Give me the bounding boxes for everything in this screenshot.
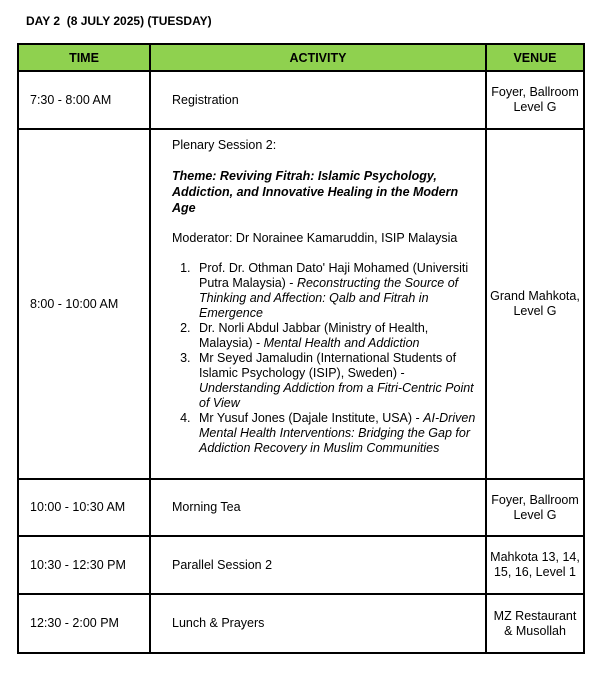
speaker-topic: Understanding Addiction from a Fitri-Centric Point of View xyxy=(199,381,474,410)
schedule-table xyxy=(17,43,585,654)
activity-cell: Parallel Session 2 xyxy=(150,536,486,594)
time-cell: 10:00 - 10:30 AM xyxy=(18,479,150,536)
header-row xyxy=(18,44,584,71)
venue-cell: Grand Mahkota, Level G xyxy=(486,129,584,479)
time-header: TIME xyxy=(18,44,150,71)
speaker-name: Mr Seyed Jamaludin (International Students of Islamic Psychology (ISIP), Sweden) - xyxy=(199,351,457,380)
moderator: Moderator: Dr Norainee Kamaruddin, ISIP Malaysia xyxy=(172,231,458,245)
speaker-item xyxy=(194,321,479,351)
activity-cell: Lunch & Prayers xyxy=(150,594,486,653)
speaker-item xyxy=(194,261,479,321)
speaker-topic: Reconstructing the Source of Thinking and Affection: Qalb and Fitrah in Emergence xyxy=(199,276,459,320)
activity-cell: Registration xyxy=(150,71,486,129)
activity-cell: Morning Tea xyxy=(150,479,486,536)
time-cell: 7:30 - 8:00 AM xyxy=(18,71,150,129)
table-row xyxy=(18,536,584,594)
speaker-list xyxy=(172,261,479,456)
table-row xyxy=(18,71,584,129)
day-title: DAY 2 (8 JULY 2025) (TUESDAY) xyxy=(26,14,212,28)
venue-cell: Foyer, Ballroom Level G xyxy=(486,479,584,536)
speaker-name: Dr. Norli Abdul Jabbar (Ministry of Health, Malaysia) - xyxy=(199,321,429,350)
time-cell: 10:30 - 12:30 PM xyxy=(18,536,150,594)
speaker-name: Prof. Dr. Othman Dato' Haji Mohamed (Universiti Putra Malaysia) - xyxy=(199,261,469,290)
time-cell: 12:30 - 2:00 PM xyxy=(18,594,150,653)
plenary-cell xyxy=(150,129,486,479)
venue-cell: Foyer, Ballroom Level G xyxy=(486,71,584,129)
speaker-topic: Mental Health and Addiction xyxy=(263,336,420,350)
venue-header: VENUE xyxy=(486,44,584,71)
speaker-item xyxy=(194,351,479,411)
table-row xyxy=(18,129,584,479)
activity-header: ACTIVITY xyxy=(150,44,486,71)
table-row xyxy=(18,594,584,653)
session-label: Plenary Session 2: xyxy=(172,138,277,152)
session-theme: Theme: Reviving Fitrah: Islamic Psychology, Addiction, and Innovative Healing in the Modern Age xyxy=(172,169,459,215)
venue-cell: MZ Restaurant & Musollah xyxy=(486,594,584,653)
speaker-topic: AI-Driven Mental Health Interventions: Bridging the Gap for Addiction Recovery in Muslim Communities xyxy=(199,411,476,455)
venue-cell: Mahkota 13, 14, 15, 16, Level 1 xyxy=(486,536,584,594)
speaker-item xyxy=(194,411,479,456)
table-row xyxy=(18,479,584,536)
time-cell: 8:00 - 10:00 AM xyxy=(18,129,150,479)
speaker-name: Mr Yusuf Jones (Dajale Institute, USA) - xyxy=(199,411,424,425)
